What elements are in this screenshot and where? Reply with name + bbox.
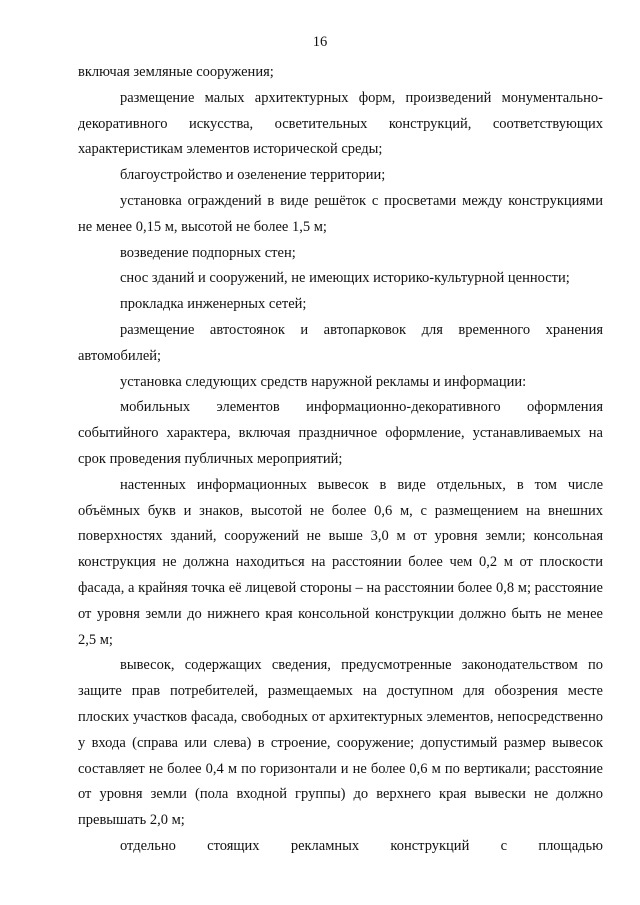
paragraph-retaining-walls: возведение подпорных стен; [120, 244, 296, 261]
paragraph-consumer-signs: вывесок, содержащих сведения, предусмотренные законодательством по защите прав потребителей, размещаемых на доступном для обозрения месте плоских участков фасада, свободных от архитектурных элементов, непосредственно у входа (справа или слева) в строение, сооружение; допустимый размер вывесок составляет не более 0,4 м по горизонтали и не более 0,6 м по вертикали; расстояние от уровня земли (пола входной группы) до верхнего края вывески не должно превышать 2,0 м; [78, 657, 603, 829]
paragraph-freestanding-ads: отдельно стоящих рекламных конструкций с площадью [120, 837, 603, 854]
paragraph-wall-signs: настенных информационных вывесок в виде отдельных, в том числе объёмных букв и знаков, высотой не более 0,6 м, с размещением на внешних поверхностях зданий, сооружений не выше 3,0 м от уровня земли; консольная конструкция не должна находиться на расстоянии более чем 0,2 м от плоскости фасада, а крайняя точка её лицевой стороны – на расстоянии более 0,8 м; расстояние от уровня земли до нижнего края консольной конструкции должно быть не менее 2,5 м; [78, 476, 603, 648]
page-number: 16 [312, 34, 328, 50]
paragraph-fences: установка ограждений в виде решёток с просветами между конструкциями не менее 0,15 м, высотой не более 1,5 м; [78, 192, 603, 235]
paragraph-earthworks: включая земляные сооружения; [78, 64, 274, 80]
paragraph-parking: размещение автостоянок и автопарковок для временного хранения автомобилей; [78, 321, 603, 364]
paragraph-utility-networks: прокладка инженерных сетей; [120, 296, 307, 313]
document-body [78, 60, 603, 860]
paragraph-landscaping: благоустройство и озеленение территории; [120, 167, 386, 184]
paragraph-small-architectural-forms: размещение малых архитектурных форм, произведений монументально-декоративного искусства, осветительных конструкций, соответствующих характеристикам элементов исторической среды; [78, 89, 603, 158]
paragraph-mobile-elements: мобильных элементов информационно-декоративного оформления событийного характера, включая праздничное оформление, устанавливаемых на срок проведения публичных мероприятий; [78, 399, 603, 467]
paragraph-demolition: снос зданий и сооружений, не имеющих историко-культурной ценности; [120, 270, 570, 287]
paragraph-advertising-intro: установка следующих средств наружной рекламы и информации: [120, 373, 527, 390]
